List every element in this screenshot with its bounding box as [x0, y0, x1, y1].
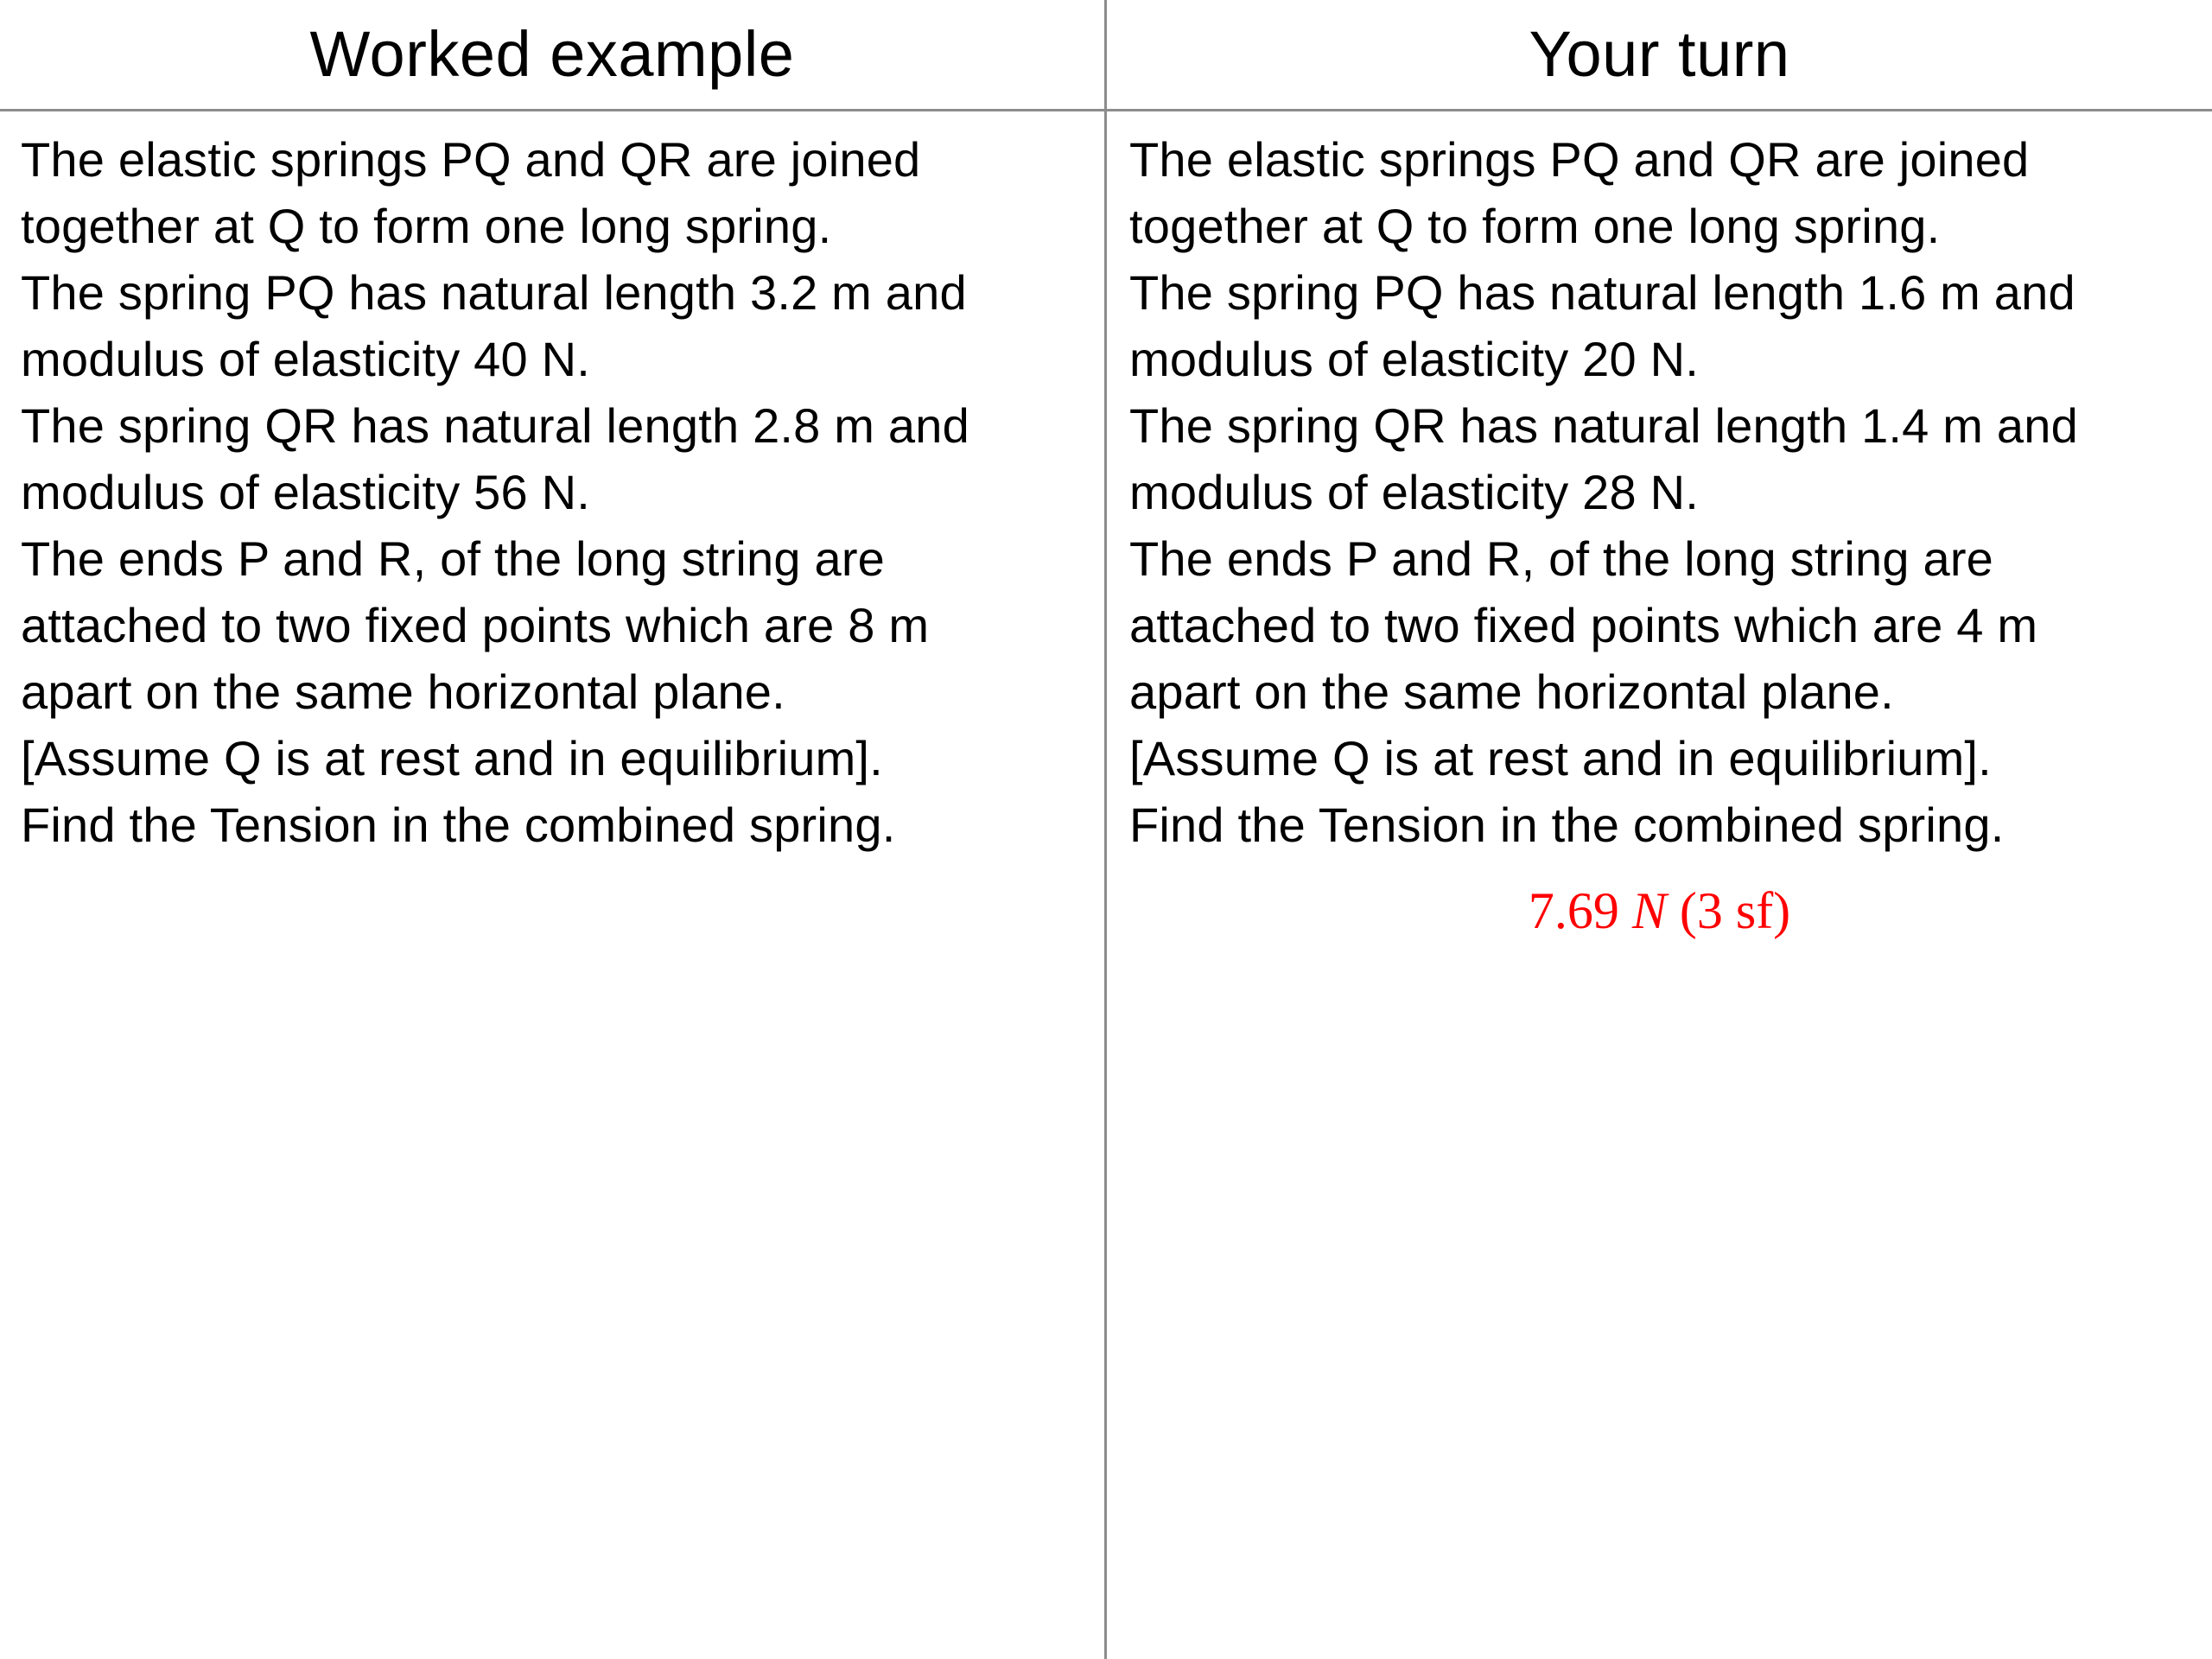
problem-line: modulus of elasticity 20 N.	[1129, 332, 1700, 386]
column-divider	[1104, 0, 1107, 1659]
your-turn-answer	[1107, 881, 2212, 941]
problem-line: apart on the same horizontal plane.	[1129, 664, 1894, 719]
answer-unit: N	[1631, 882, 1667, 939]
problem-line: The spring QR has natural length 1.4 m and	[1129, 398, 2078, 453]
your-turn-problem	[1129, 126, 2201, 858]
problem-line: apart on the same horizontal plane.	[21, 664, 785, 719]
problem-line: modulus of elasticity 40 N.	[21, 332, 591, 386]
answer-note: (3 sf)	[1679, 882, 1791, 939]
problem-line: Find the Tension in the combined spring.	[1129, 798, 2005, 852]
problem-line: The spring PQ has natural length 1.6 m and	[1129, 265, 2075, 320]
problem-line: The spring QR has natural length 2.8 m and	[21, 398, 969, 453]
problem-line: The ends P and R, of the long string are	[1129, 531, 1994, 586]
problem-line: The elastic springs PQ and QR are joined	[1129, 132, 2030, 187]
your-turn-heading: Your turn	[1529, 18, 1790, 90]
problem-line: modulus of elasticity 28 N.	[1129, 465, 1700, 519]
problem-line: attached to two fixed points which are 4 m	[1129, 598, 2038, 652]
problem-line: [Assume Q is at rest and in equilibrium].	[1129, 731, 1992, 785]
worked-example-problem	[21, 126, 1092, 858]
answer-value: 7.69	[1528, 882, 1619, 939]
problem-line: attached to two fixed points which are 8 m	[21, 598, 930, 652]
problem-line: together at Q to form one long spring.	[21, 199, 832, 253]
problem-line: The elastic springs PQ and QR are joined	[21, 132, 921, 187]
problem-line: together at Q to form one long spring.	[1129, 199, 1941, 253]
worked-example-heading: Worked example	[309, 18, 795, 90]
problem-line: modulus of elasticity 56 N.	[21, 465, 591, 519]
problem-line: Find the Tension in the combined spring.	[21, 798, 896, 852]
problem-line: [Assume Q is at rest and in equilibrium].	[21, 731, 883, 785]
problem-line: The spring PQ has natural length 3.2 m and	[21, 265, 967, 320]
header-divider	[0, 109, 2212, 111]
problem-line: The ends P and R, of the long string are	[21, 531, 886, 586]
